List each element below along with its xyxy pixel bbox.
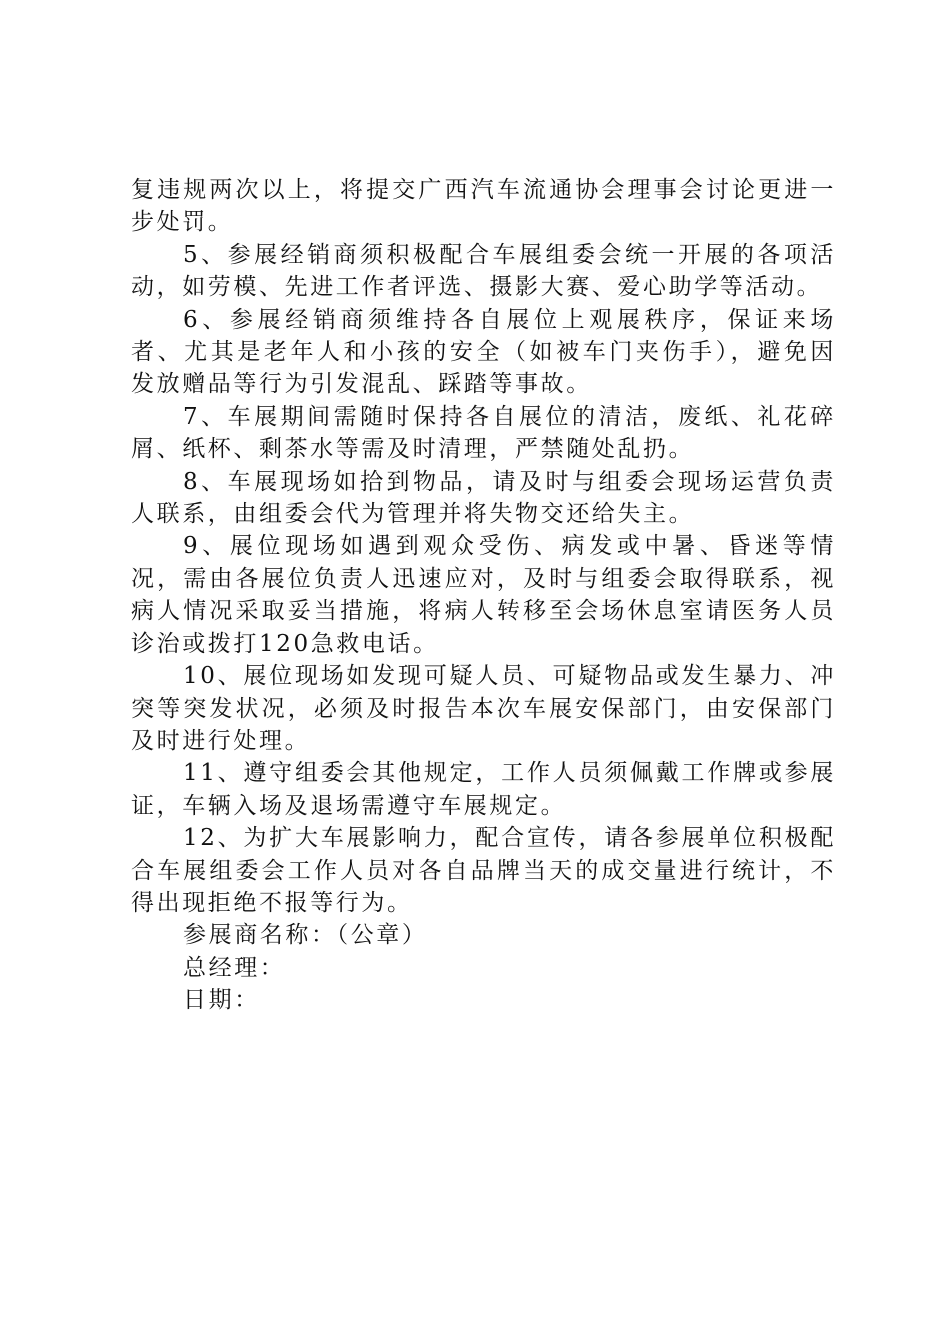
- paragraph-item-6: 6、参展经销商须维持各自展位上观展秩序，保证来场者、尤其是老年人和小孩的安全（如被车门夹伤手），避免因发放赠品等行为引发混乱、踩踏等事故。: [131, 306, 836, 398]
- paragraph-item-12: 12、为扩大车展影响力，配合宣传，请各参展单位积极配合车展组委会工作人员对各自品牌当天的成交量进行统计，不得出现拒绝不报等行为。: [131, 825, 836, 916]
- paragraph-item-7: 7、车展期间需随时保持各自展位的清洁，废纸、礼花碎屑、纸杯、剩茶水等需及时清理，严禁随处乱扔。: [131, 403, 836, 463]
- paragraph-item-9: 9、展位现场如遇到观众受伤、病发或中暑、昏迷等情况，需由各展位负责人迅速应对，及时与组委会取得联系，视病人情况采取妥当措施，将病人转移至会场休息室请医务人员诊治或拨打120急救电话。: [131, 533, 836, 657]
- signature-general-manager: 总经理：: [183, 954, 286, 981]
- paragraph-item-10: 10、展位现场如发现可疑人员、可疑物品或发生暴力、冲突等突发状况，必须及时报告本次车展安保部门，由安保部门及时进行处理。: [131, 663, 836, 754]
- paragraph-continuation: 复违规两次以上，将提交广西汽车流通协会理事会讨论更进一步处罚。: [131, 177, 836, 236]
- paragraph-item-8: 8、车展现场如拾到物品，请及时与组委会现场运营负责人联系，由组委会代为管理并将失物交还给失主。: [131, 468, 836, 528]
- paragraph-item-11: 11、遵守组委会其他规定，工作人员须佩戴工作牌或参展证，车辆入场及退场需遵守车展规定。: [131, 760, 836, 819]
- document-body: [131, 174, 836, 1017]
- paragraph-item-5: 5、参展经销商须积极配合车展组委会统一开展的各项活动，如劳模、先进工作者评选、摄影大赛、爱心助学等活动。: [131, 241, 836, 301]
- signature-date: 日期：: [183, 987, 260, 1014]
- signature-exhibitor-name: 参展商名称：（公章）: [183, 922, 428, 949]
